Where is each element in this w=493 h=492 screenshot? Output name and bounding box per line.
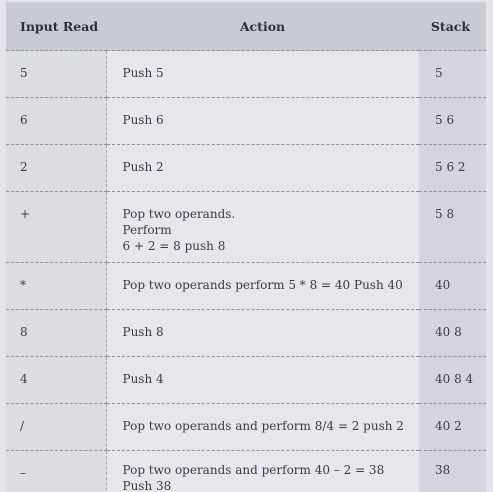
table-row (6, 451, 486, 492)
input-cell: / (6, 404, 106, 451)
table-row (6, 310, 486, 357)
table-row (6, 263, 486, 310)
action-cell: Push 5 (106, 51, 419, 98)
header-stack: Stack (419, 2, 486, 51)
action-cell: Pop two operands and perform 8/4 = 2 push 2 (106, 404, 419, 451)
action-cell: Push 6 (106, 98, 419, 145)
stack-evaluation-table (6, 2, 486, 492)
input-cell: 6 (6, 98, 106, 145)
stack-cell: 40 8 4 (419, 357, 486, 404)
action-cell: Push 8 (106, 310, 419, 357)
table-row (6, 192, 486, 263)
stack-cell: 40 (419, 263, 486, 310)
stack-cell: 40 8 (419, 310, 486, 357)
action-cell: Pop two operands perform 5 * 8 = 40 Push 40 (106, 263, 419, 310)
table-row (6, 404, 486, 451)
stack-cell: 5 6 (419, 98, 486, 145)
input-cell: 2 (6, 145, 106, 192)
table-row (6, 145, 486, 192)
table-row (6, 51, 486, 98)
action-cell: Push 4 (106, 357, 419, 404)
input-cell: 4 (6, 357, 106, 404)
stack-cell: 5 (419, 51, 486, 98)
stack-cell: 5 8 (419, 192, 486, 263)
header-input-read: Input Read (6, 2, 106, 51)
input-cell: – (6, 451, 106, 492)
stack-cell: 5 6 2 (419, 145, 486, 192)
action-cell: Pop two operands. Perform 6 + 2 = 8 push 8 (106, 192, 419, 263)
action-cell: Pop two operands and perform 40 – 2 = 38 Push 38 (106, 451, 419, 492)
input-cell: 5 (6, 51, 106, 98)
table-row (6, 357, 486, 404)
input-cell: + (6, 192, 106, 263)
header-action: Action (106, 2, 419, 51)
input-cell: * (6, 263, 106, 310)
stack-cell: 40 2 (419, 404, 486, 451)
table-row (6, 98, 486, 145)
stack-cell: 38 (419, 451, 486, 492)
table-header-row (6, 2, 486, 51)
input-cell: 8 (6, 310, 106, 357)
action-cell: Push 2 (106, 145, 419, 192)
